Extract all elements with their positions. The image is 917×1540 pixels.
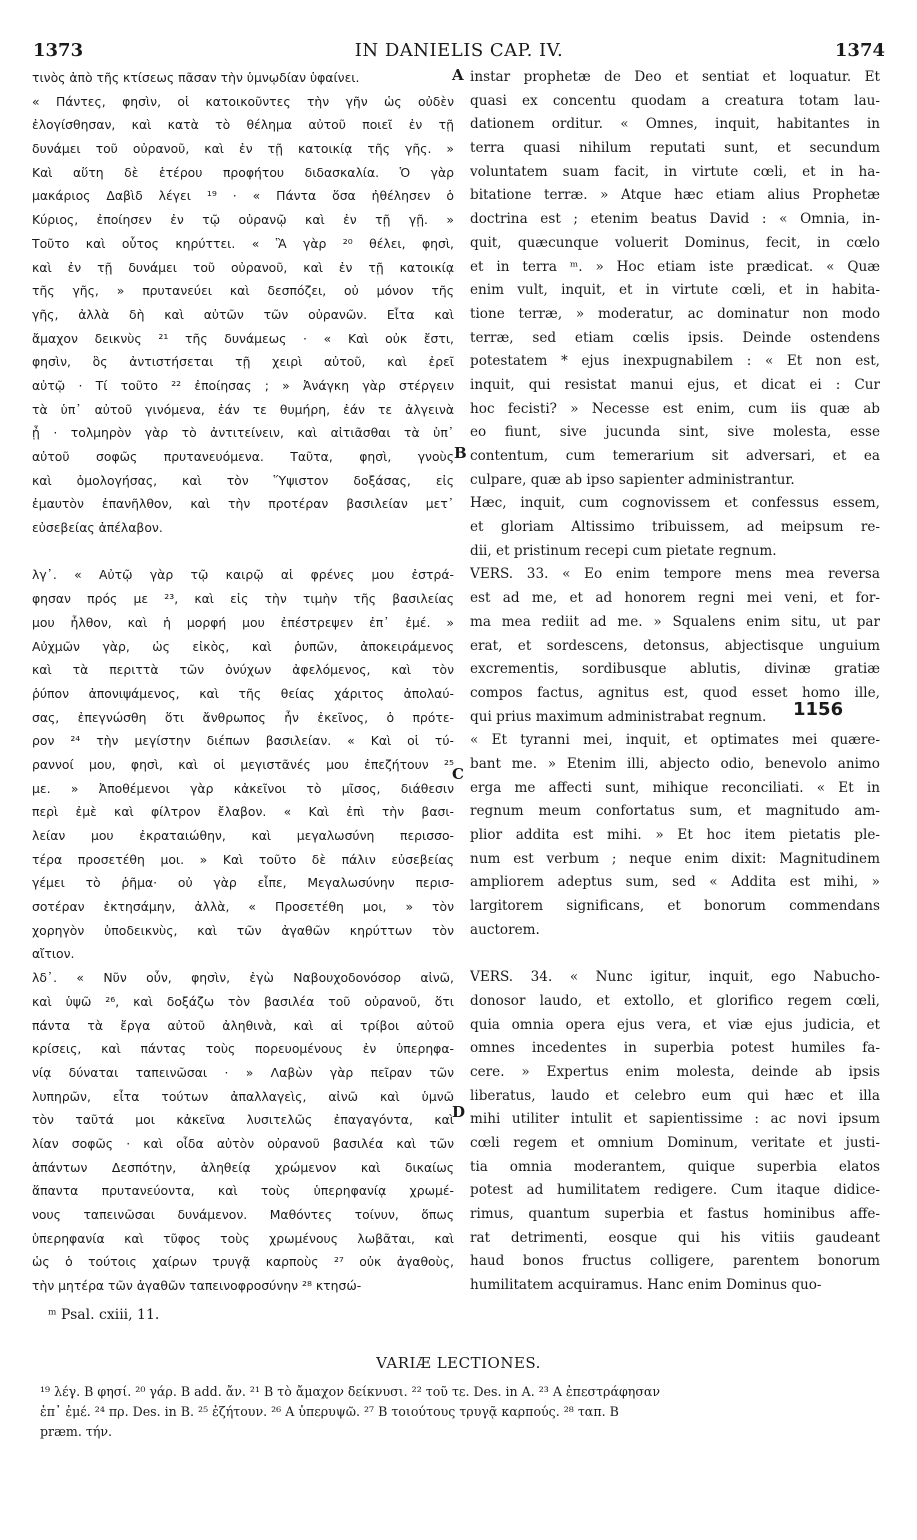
text-line: ραννοί μου, φησὶ, καὶ οἱ μεγιστᾶνές μου ἐπεζήτουν ²⁵ xyxy=(32,756,454,772)
text-line: ῥύπον ἀπονιψάμενος, καὶ τῆς θείας χάριτος ἀπολαύ- xyxy=(32,685,454,701)
text-line: et gloriam Altissimo tribuissem, ad meipsum re- xyxy=(470,519,880,536)
text-line: φησὶν, ὃς ἀντιστήσεται τῇ χειρὶ αὐτοῦ, καὶ ἐρεῖ xyxy=(32,354,454,370)
margin-marker-d: D xyxy=(452,1103,466,1121)
text-line: num est verbum ; neque enim dixit: Magnitudinem xyxy=(470,850,880,867)
text-line: voluntatem suam facit, in virtute cœli, et in ha- xyxy=(470,163,880,180)
text-line: νίᾳ δύναται ταπεινῶσαι · » Λαβὼν γὰρ πεῖραν τῶν xyxy=(32,1064,454,1080)
text-line: « Πάντες, φησὶν, οἱ κατοικοῦντες τὴν γῆν ὡς οὐδὲν xyxy=(32,93,454,109)
text-line: terra quasi nihilum reputati sunt, et secundum xyxy=(470,140,880,157)
text-line: ἁπάντων Δεσπότην, ἀληθείᾳ χρώμενον καὶ δικαίως xyxy=(32,1159,454,1175)
text-line: λείαν μου ἐκραταιώθην, καὶ μεγαλωσύνη περισσο- xyxy=(32,828,454,843)
text-line: erat, et sordescens, detonsus, abjectisque unguium xyxy=(470,637,880,654)
text-line: Κύριος, ἐποίησεν ἐν τῷ οὐρανῷ καὶ ἐν τῇ γῇ. » xyxy=(32,212,454,228)
text-line xyxy=(32,540,454,564)
text-line: auctorem. xyxy=(470,921,540,938)
text-line: Hæc, inquit, cum cognovissem et confessus essem, xyxy=(470,495,880,512)
text-line: νους ταπεινῶσαι δυνάμενον. Μαθόντες τοίνυν, ὅπως xyxy=(32,1207,454,1222)
text-line: terræ, sed etiam cœlis ipsis. Deinde ostendens xyxy=(470,329,880,346)
text-line: VERS. 34. « Nunc igitur, inquit, ego Nabucho- xyxy=(470,969,880,986)
text-line: λίαν σοφῶς · καὶ οἶδα αὐτὸν οὐρανοῦ βασιλέα καὶ τῶν xyxy=(32,1135,454,1151)
variae-lectiones xyxy=(40,1382,880,1442)
text-line: εὐσεβείας ἀπέλαβον. xyxy=(32,520,163,536)
text-line: quit, quæcunque voluerit Dominus, fecit, in cœlo xyxy=(470,234,880,251)
text-line: καὶ ἐν τῇ δυνάμει τοῦ οὐρανοῦ, καὶ ἐν τῇ κατοικίᾳ xyxy=(32,259,454,275)
text-line: με. » Ἀποθέμενοι γὰρ κἀκεῖνοι τὸ μῖσος, διάθεσιν xyxy=(32,780,454,796)
text-line: cœli regem et omnium Dominum, veritate et justi- xyxy=(470,1134,880,1151)
text-line: τινὸς ἀπὸ τῆς κτίσεως πᾶσαν τὴν ὑμνῳδίαν ὑφαίνει. xyxy=(32,70,360,85)
text-line: potest ad humilitatem redigere. Cum itaque didice- xyxy=(470,1182,880,1199)
text-line: ἄμαχον δεικνὺς ²¹ τῆς δυνάμεως · « Καὶ οὐκ ἔστι, xyxy=(32,330,454,346)
text-line: ἐμαυτὸν ἐπανῆλθον, καὶ τὴν προτέραν βασιλείαν μετ᾽ xyxy=(32,496,454,512)
page-number-left: 1373 xyxy=(33,40,84,61)
text-line: instar prophetæ de Deo et sentiat et loquatur. Et xyxy=(470,69,880,85)
text-line: humilitatem acquiramus. Hanc enim Dominus quo- xyxy=(470,1277,822,1294)
text-line: κρίσεις, καὶ πάντας τοὺς πορευομένους ἐν ὑπερηφα- xyxy=(32,1041,454,1057)
text-line: mihi utiliter intulit et sapientissime : ac novi ipsum xyxy=(470,1111,880,1128)
margin-marker-b: B xyxy=(454,444,467,462)
text-line: ἅπαντα πρυτανεύοντα, καὶ τοὺς ὑπερηφανίᾳ χρωμέ- xyxy=(32,1183,454,1199)
text-line: αὐτῷ · Τί τοῦτο ²² ἐποίησας ; » Ἀνάγκη γὰρ στέργειν xyxy=(32,377,454,393)
text-line: haud bonos fructus colligere, parentem bonorum xyxy=(470,1253,880,1270)
text-line: ὑπερηφανία καὶ τῦφος τοὺς χρωμένους λωβᾶται, καὶ xyxy=(32,1230,454,1246)
text-line: ἐλογίσθησαν, καὶ κατὰ τὸ θέλημα αὐτοῦ ποιεῖ ἐν τῇ xyxy=(32,117,454,133)
text-line: VERS. 33. « Eo enim tempore mens mea reversa xyxy=(470,566,880,583)
footnote: ᵐ Psal. cxiii, 11. xyxy=(48,1307,160,1323)
text-line: tia omnia moderantem, quique superbia elatos xyxy=(470,1158,880,1175)
greek-column xyxy=(32,66,454,1298)
text-line: contentum, cum temerarium sit adversari, et ea xyxy=(470,448,880,464)
text-line: compos factus, agnitus est, quod esset homo ille, xyxy=(470,684,880,701)
text-line: ᾖ · τολμηρὸν γὰρ τὸ ἀντιτείνειν, καὶ αἰτιᾶσθαι τὰ ὑπ᾽ xyxy=(32,425,454,441)
column-number: 1156 xyxy=(793,699,844,720)
text-line xyxy=(470,942,880,966)
text-line: δυνάμει τοῦ οὐρανοῦ, καὶ ἐν τῇ κατοικίᾳ τῆς γῆς. » xyxy=(32,141,454,157)
text-line: cere. » Expertus enim molesta, deinde ab ipsis xyxy=(470,1063,880,1080)
text-line: λγ᾽. « Αὐτῷ γὰρ τῷ καιρῷ αἱ φρένες μου ἐστρά- xyxy=(32,567,454,583)
text-line: præm. τήν. xyxy=(40,1424,113,1439)
text-line: μου ἦλθον, καὶ ἡ μορφή μου ἐπέστρεψεν ἐπ᾽ ἐμέ. » xyxy=(32,614,454,630)
text-line: σοτέραν ἐκτησάμην, ἀλλὰ, « Προσετέθη μοι, » τὸν xyxy=(32,899,454,915)
page-header xyxy=(33,40,885,64)
text-line: rat detrimenti, eosque qui his vitiis gaudeant xyxy=(470,1229,880,1246)
text-line: Καὶ αὕτη δὲ ἑτέρου προφήτου διδασκαλία. Ὁ γὰρ xyxy=(32,164,454,180)
text-line: tione terræ, » moderatur, ac dominatur non modo xyxy=(470,305,880,322)
text-line: regnum meum confortatus sum, et magnitudo am- xyxy=(470,803,880,820)
text-line: φησαν πρός με ²³, καὶ εἰς τὴν τιμὴν τῆς βασιλείας xyxy=(32,591,454,607)
margin-marker-c: C xyxy=(452,765,464,783)
text-line: liberatus, laudo et celebro eum qui hæc et illa xyxy=(470,1087,880,1104)
text-line: largitorem significans, et bonorum commendans xyxy=(470,898,880,915)
text-line: ρον ²⁴ τὴν μεγίστην διέπων βασιλείαν. « Καὶ οἱ τύ- xyxy=(32,733,454,749)
text-line: ἐπ᾽ ἐμέ. ²⁴ πρ. Des. in B. ²⁵ ἐζήτουν. ²⁶ A ὑπερυψῶ. ²⁷ B τοιούτους τρυγᾷ καρπούς. ²⁸ ταπ. B xyxy=(40,1404,619,1419)
text-line: τῆς γῆς, » πρυτανεύει καὶ δεσπόζει, οὐ μόνον τῆς xyxy=(32,283,454,299)
text-line: inquit, qui resistat manui ejus, et dicat ei : Cur xyxy=(470,376,880,393)
text-line: αἴτιον. xyxy=(32,946,75,962)
text-line: est ad me, et ad honorem regni mei veni, et for- xyxy=(470,590,880,607)
text-line: γέμει τὸ ῥῆμα· οὐ γὰρ εἶπε, Μεγαλωσύνην περισ- xyxy=(32,875,454,891)
text-line: ma mea rediit ad me. » Squalens enim situ, ut par xyxy=(470,613,880,630)
text-line: doctrina est ; etenim beatus David : « Omnia, in- xyxy=(470,211,880,228)
text-line: bant me. » Etenim illi, abjecto odio, benevolo animo xyxy=(470,755,880,772)
text-line: τέρα προσετέθη μοι. » Καὶ τοῦτο δὲ πάλιν εὐσεβείας xyxy=(32,851,454,867)
text-line: ¹⁹ λέγ. B φησί. ²⁰ γάρ. B add. ἄν. ²¹ B τὸ ἄμαχον δείκνυσι. ²² τοῦ τε. Des. in A. ²³ A ἐπεστράφησαν xyxy=(40,1384,661,1399)
text-line: quasi ex concentu quodam a creatura totam lau- xyxy=(470,92,880,109)
text-line: qui prius maximum administrabat regnum. xyxy=(470,708,767,725)
text-line: τὸν ταῦτά μοι κἀκεῖνα λυσιτελῶς ἐπαγαγόντα, καὶ xyxy=(32,1112,454,1128)
text-line: αὐτοῦ σοφῶς πρυτανευόμενα. Ταῦτα, φησὶ, γνοὺς xyxy=(32,449,454,464)
text-line: donosor laudo, et extollo, et glorifico regem cœli, xyxy=(470,992,880,1009)
running-title: IN DANIELIS CAP. IV. xyxy=(354,40,564,61)
text-line: καὶ τὰ περιττὰ τῶν ὀνύχων ἀφελόμενος, καὶ τὸν xyxy=(32,662,454,678)
text-line: culpare, quæ ab ipso sapienter administrantur. xyxy=(470,471,795,488)
text-line: λυπηρῶν, εἶτα τούτων ἀπαλλαγεὶς, αἰνῶ καὶ ὑμνῶ xyxy=(32,1088,454,1104)
text-line: enim vult, inquit, et in virtute cœli, et in habita- xyxy=(470,282,880,299)
text-line: quia omnia opera ejus vera, et viæ ejus judicia, et xyxy=(470,1016,880,1033)
text-line: χορηγὸν ὑποδεικνὺς, καὶ τῶν ἀγαθῶν κηρύττων τὸν xyxy=(32,922,454,938)
text-line: περὶ ἐμὲ καὶ φίλτρον ἔλαβον. « Καὶ ἐπὶ τὴν βασι- xyxy=(32,804,454,820)
text-line: καὶ ὑψῶ ²⁶, καὶ δοξάζω τὸν βασιλέα τοῦ οὐρανοῦ, ὅτι xyxy=(32,993,454,1009)
text-line: plior addita est mihi. » Et hoc item pietatis ple- xyxy=(470,827,880,843)
text-line: bitatione terræ. » Atque hæc etiam alius Prophetæ xyxy=(470,187,880,204)
text-line: Τοῦτο καὶ οὗτος κηρύττει. « Ἃ γὰρ ²⁰ θέλει, φησὶ, xyxy=(32,235,454,251)
text-line: σας, ἐπεγνώσθη ὅτι ἄνθρωπος ἦν ἐκεῖνος, ὁ πρότε- xyxy=(32,709,454,725)
text-line: dationem orditur. « Omnes, inquit, habitantes in xyxy=(470,116,880,133)
margin-marker-a: A xyxy=(452,66,464,84)
text-line: λδ᾽. « Νῦν οὖν, φησὶν, ἐγὼ Ναβουχοδονόσορ αἰνῶ, xyxy=(32,970,454,986)
text-line: et in terra ᵐ. » Hoc etiam iste prædicat. « Quæ xyxy=(470,258,880,275)
text-line: « Et tyranni mei, inquit, et optimates mei quære- xyxy=(470,732,880,749)
text-line: πάντα τὰ ἔργα αὐτοῦ ἀληθινὰ, καὶ αἱ τρίβοι αὐτοῦ xyxy=(32,1017,454,1033)
text-line: μακάριος Δαβὶδ λέγει ¹⁹ · « Πάντα ὅσα ἠθέλησεν ὁ xyxy=(32,188,454,204)
text-line: γῆς, ἀλλὰ δὴ καὶ αὐτῶν τῶν οὐρανῶν. Εἶτα καὶ xyxy=(32,306,454,322)
variae-lectiones-title: VARIÆ LECTIONES. xyxy=(376,1354,541,1372)
text-line: excrementis, sordibusque ablutis, divinæ gratiæ xyxy=(470,661,880,678)
text-line: omnes incedentes in superbia potest humiles fa- xyxy=(470,1040,880,1057)
text-line: rimus, quantum superbia et fastus hominibus affe- xyxy=(470,1206,880,1222)
latin-column xyxy=(470,66,880,1298)
text-line: ampliorem adeptus sum, sed « Addita est mihi, » xyxy=(470,874,880,891)
text-line: Αὐχμῶν γὰρ, ὡς εἰκὸς, καὶ ῥυπῶν, ἀποκειράμενος xyxy=(32,638,454,654)
text-line: hoc fecisti? » Necesse est enim, cum iis quæ ab xyxy=(470,400,880,417)
text-line: eo fiunt, sive jucunda sint, sive molesta, esse xyxy=(470,424,880,441)
text-line: ὡς ὁ τούτοις χαίρων τρυγᾷ καρποὺς ²⁷ οὐκ ἀγαθοὺς, xyxy=(32,1254,454,1270)
text-line: dii, et pristinum recepi cum pietate regnum. xyxy=(470,542,777,559)
text-line: potestatem * ejus inexpugnabilem : « Et non est, xyxy=(470,353,880,370)
page-number-right: 1374 xyxy=(834,40,885,61)
text-line: τὰ ὑπ᾽ αὐτοῦ γινόμενα, ἐάν τε θυμήρη, ἐάν τε ἀλγεινὰ xyxy=(32,401,454,417)
text-line: erga me affecti sunt, mihique reconciliati. « Et in xyxy=(470,779,880,796)
text-line: καὶ ὁμολογήσας, καὶ τὸν Ὕψιστον δοξάσας, εἰς xyxy=(32,472,454,488)
text-line: τὴν μητέρα τῶν ἀγαθῶν ταπεινοφροσύνην ²⁸ κτησώ- xyxy=(32,1278,362,1294)
